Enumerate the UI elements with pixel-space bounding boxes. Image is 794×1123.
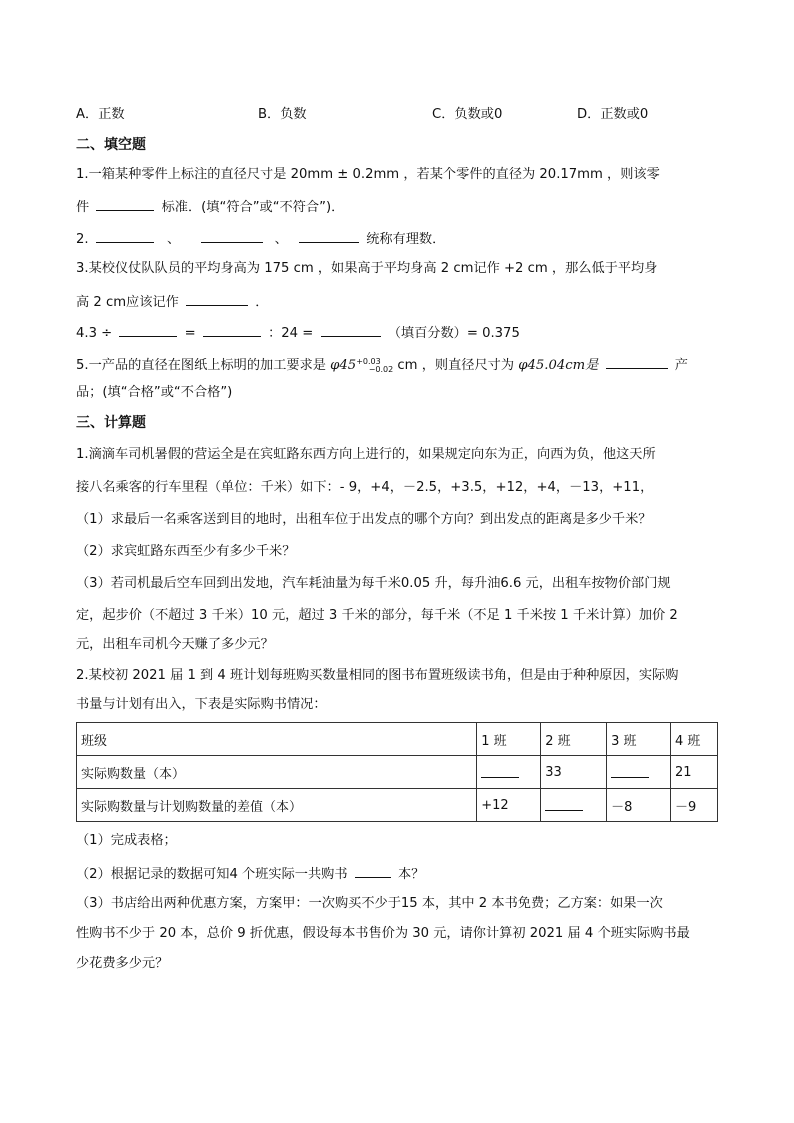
calc-p2-question-2-text-a: （2）根据记录的数据可知4 个班实际一共购书 (76, 867, 348, 882)
table-cell: －8 (607, 789, 671, 822)
table-cell: －9 (671, 789, 718, 822)
fill-q2-number: 2. (76, 232, 89, 247)
calc-p2-question-1: （1）完成表格； (76, 833, 177, 848)
fill-q5-upper-tolerance: +0.03 (356, 357, 381, 366)
fill-q5-lower-tolerance: −0.02 (368, 365, 394, 374)
table-header-row (77, 723, 718, 756)
fill-q4-text-d: （填百分数）= 0.375 (387, 326, 520, 341)
calc-p2-question-3-line3: 少花费多少元？ (76, 956, 169, 971)
fill-q3-text-a: 高 2 cm应该记作 (76, 295, 179, 310)
fill-q4-blank-1[interactable] (119, 322, 177, 337)
calc-p2-line2: 书量与计划有出入，下表是实际购书情况： (76, 697, 327, 712)
calc-p2-question-3-line2: 性购书不少于 20 本，总价 9 折优惠，假设每本书售价为 30 元，请你计算初 2021 届 4 个班实际购书最 (76, 926, 690, 941)
option-c: C．负数或0 (432, 107, 503, 122)
section-2-title: 二、填空题 (76, 137, 146, 153)
fill-q1-line2 (76, 196, 344, 217)
table-cell: +12 (477, 789, 541, 822)
fill-q4-blank-3[interactable] (321, 322, 381, 337)
fill-q1-blank[interactable] (96, 196, 154, 211)
fill-q4-text-a: 4.3 ÷ (76, 326, 113, 341)
fill-q2-blank-1[interactable] (96, 228, 154, 243)
option-d: D．正数或0 (577, 107, 649, 122)
table-header-cell: 4 班 (671, 723, 718, 756)
table-row (77, 789, 718, 822)
fill-q5-text-a: 5.一产品的直径在图纸上标明的加工要求是 (76, 358, 326, 373)
fill-q5-unit: cm ，则直径尺寸为 (397, 358, 515, 373)
table-cell-blank[interactable] (607, 756, 671, 789)
calc-p1-question-3-line3: 元，出租车司机今天赚了多少元？ (76, 637, 274, 652)
fill-q5-value: φ45.04cm是 (518, 358, 599, 373)
fill-q1-text-a: 件 (76, 200, 90, 215)
calc-p1-line1: 1.滴滴车司机暑假的营运全是在宾虹路东西方向上进行的，如果规定向东为正，向西为负，他这天所 (76, 447, 656, 462)
table-cell: 21 (671, 756, 718, 789)
table-cell: 33 (541, 756, 607, 789)
fill-q3-line2 (76, 291, 268, 312)
table-row-label: 实际购数量（本） (77, 756, 477, 789)
calc-p2-question-3-line1: （3）书店给出两种优惠方案，方案甲：一次购买不少于15 本，其中 2 本书免费；乙方案：如果一次 (76, 896, 663, 911)
calc-p1-question-2: （2）求宾虹路东西至少有多少千米？ (76, 544, 296, 559)
fill-q2-end: 统称有理数． (366, 232, 446, 247)
fill-q5-end: 产 (674, 358, 688, 373)
fill-q2-blank-3[interactable] (299, 228, 359, 243)
fill-q5-blank[interactable] (606, 354, 668, 369)
table-cell-blank[interactable] (477, 756, 541, 789)
calc-p2-question-2-text-b: 本？ (397, 867, 425, 882)
table-header-cell: 1 班 (477, 723, 541, 756)
purchase-table (76, 722, 718, 822)
fill-q4-blank-2[interactable] (203, 322, 261, 337)
calc-p1-question-1: （1）求最后一名乘客送到目的地时，出租车位于出发点的哪个方向？到出发点的距离是多少千米？ (76, 512, 652, 527)
calc-p1-line2: 接八名乘客的行车里程（单位：千米）如下：- 9，+4，－2.5，+3.5，+12，+4，－13，+11， (76, 480, 654, 495)
fill-q4-text-c: ：24 = (268, 326, 314, 341)
calc-p1-question-3-line2: 定，起步价（不超过 3 千米）10 元，超过 3 千米的部分，每千米（不足 1 千米按 1 千米计算）加价 2 (76, 608, 678, 623)
table-cell-blank[interactable] (541, 789, 607, 822)
table-row (77, 756, 718, 789)
calc-p2-line1: 2.某校初 2021 届 1 到 4 班计划每班购买数量相同的图书布置班级读书角，但是由于种种原因，实际购 (76, 668, 679, 683)
fill-q4-text-b: = (184, 326, 196, 341)
calc-p2-question-2-blank[interactable] (355, 863, 391, 878)
fill-q5-phi: φ45 (330, 358, 357, 373)
fill-q2 (76, 228, 445, 249)
fill-q4 (76, 322, 520, 343)
fill-q5-line2: 品；(填“合格”或“不合格”) (76, 385, 233, 400)
fill-q3-line1: 3.某校仪仗队队员的平均身高为 175 cm ，如果高于平均身高 2 cm记作 +2 cm ，那么低于平均身 (76, 261, 658, 276)
fill-q3-blank[interactable] (186, 291, 248, 306)
table-header-cell: 班级 (77, 723, 477, 756)
table-header-cell: 3 班 (607, 723, 671, 756)
table-header-cell: 2 班 (541, 723, 607, 756)
calc-p2-question-2 (76, 863, 424, 884)
option-b: B．负数 (258, 107, 307, 122)
fill-q1-text-b: 标准．(填“符合”或“不符合”)． (161, 200, 345, 215)
fill-q3-text-b: ． (255, 295, 269, 310)
fill-q5-line1 (76, 354, 688, 376)
fill-q2-sep-1: 、 (167, 232, 181, 247)
option-a: A．正数 (76, 107, 125, 122)
table-row-label: 实际购数量与计划购数量的差值（本） (77, 789, 477, 822)
fill-q2-sep-2: 、 (274, 232, 288, 247)
fill-q1-line1: 1.一箱某种零件上标注的直径尺寸是 20mm ± 0.2mm ，若某个零件的直径为 20.17mm ，则该零 (76, 167, 660, 182)
calc-p1-question-3-line1: （3）若司机最后空车回到出发地，汽车耗油量为每千米0.05 升，每升油6.6 元，出租车按物价部门规 (76, 576, 671, 591)
section-3-title: 三、计算题 (76, 415, 146, 431)
fill-q2-blank-2[interactable] (201, 228, 263, 243)
